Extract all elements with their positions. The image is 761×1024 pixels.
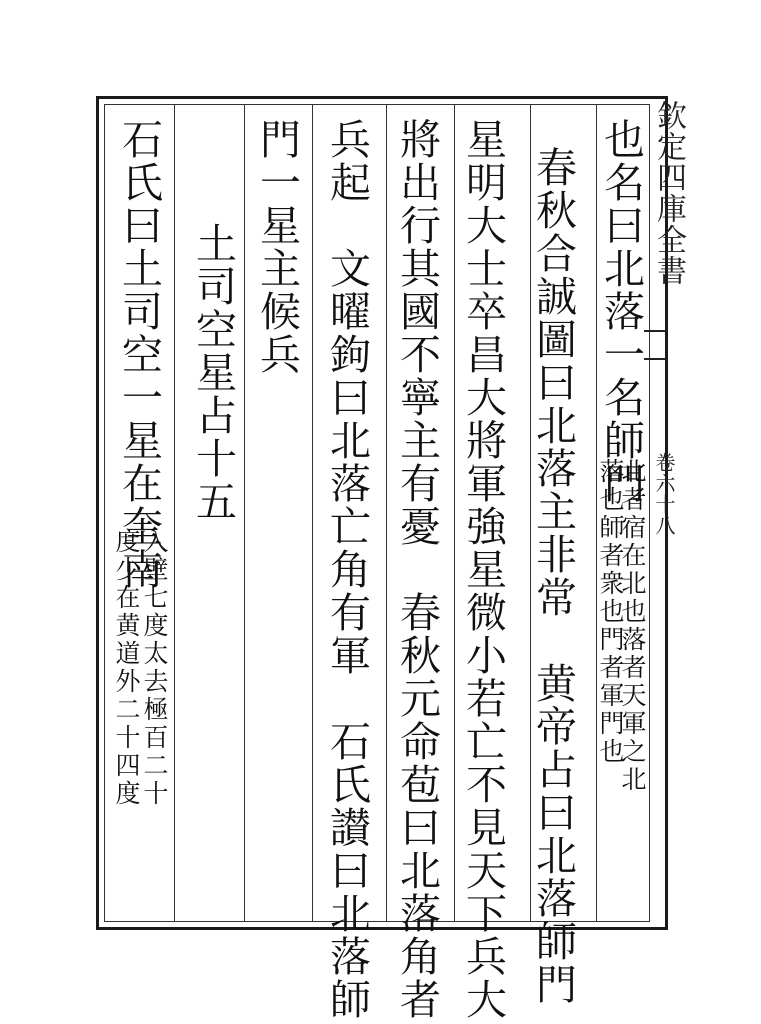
annotation-column-8a: 入壁七度太去極百二十 (140, 528, 169, 808)
text-column-6: 門一星主候兵 (253, 118, 301, 376)
text-column-8: 石氏曰土司空一星在奎南 (115, 118, 163, 591)
section-heading: 土司空星占十五 (189, 222, 237, 523)
column-rule (454, 104, 455, 922)
text-column-5: 兵起 文曜鉤曰北落亡角有軍 石氏讃曰北落師 (323, 118, 371, 1021)
column-rule (244, 104, 245, 922)
text-column-4: 將出行其國不寧主有憂 春秋元命苞曰北落角者 (393, 118, 441, 1021)
annotation-column-8b: 度少在黄道外二十四度 (112, 528, 141, 808)
column-rule (386, 104, 387, 922)
text-column-2: 春秋合誠圖曰北落主非常 黄帝占曰北落師門 (529, 146, 577, 1006)
column-rule (312, 104, 313, 922)
annotation-column-1a: 北者宿在北也落者天軍之北 (618, 458, 647, 794)
text-column-3: 星明大士卒昌大將軍強星微小若亡不見天下兵大 (459, 118, 507, 1021)
fish-tail-ornament-icon (644, 330, 668, 360)
book-title: 欽定四庫全書 (651, 100, 686, 286)
text-column-1: 也名曰北落一名師門 (597, 118, 645, 505)
volume-label: 卷六十八 (652, 452, 676, 536)
column-rule (174, 104, 175, 922)
annotation-column-1b: 落也師者衆也門者軍門也 (596, 458, 625, 766)
